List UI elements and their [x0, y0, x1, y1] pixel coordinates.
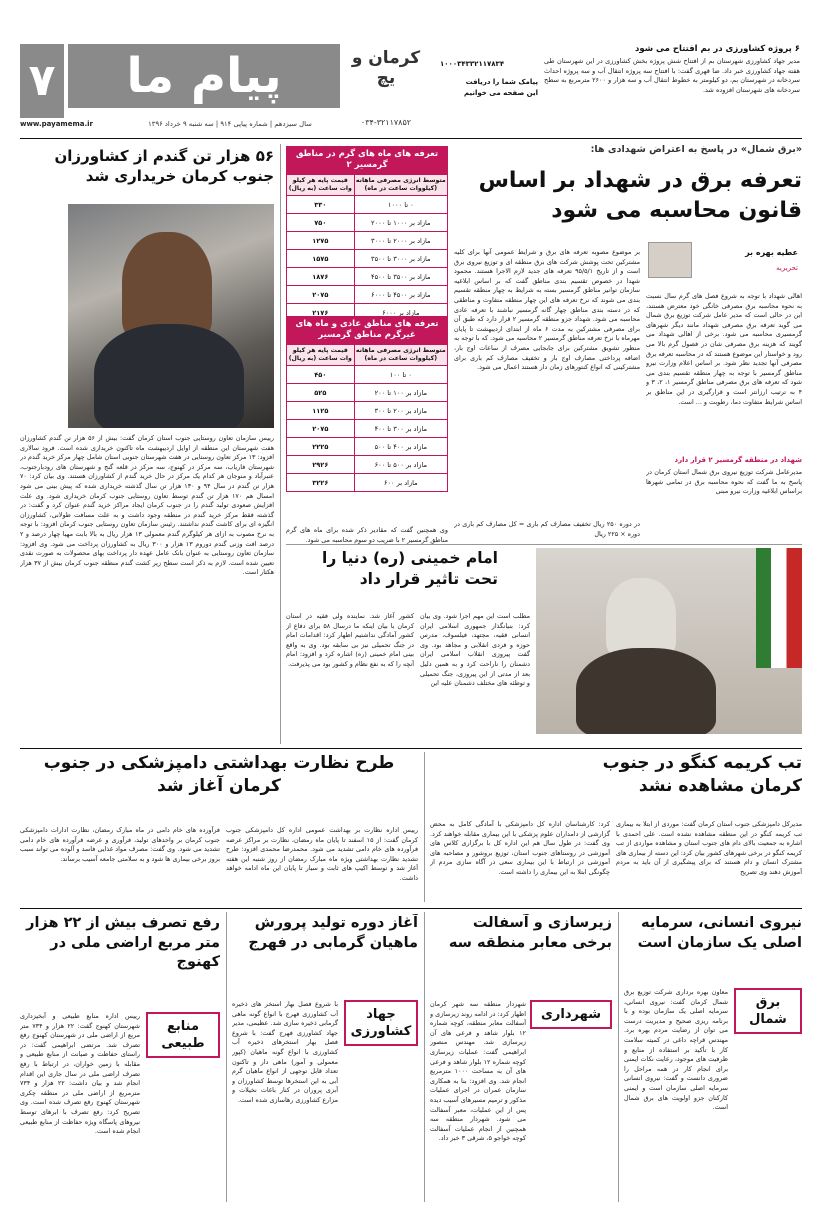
sms-sub: این صفحه می خوانیم: [464, 89, 538, 97]
logo: پیام ما: [68, 44, 340, 108]
header-bar: [20, 44, 430, 134]
table-row: مازاد بر ۳۰۰ تا ۴۰۰ ۲۰۷۵: [287, 420, 448, 438]
fish-tag: جهاد کشاورزی: [344, 1000, 418, 1046]
region-phone: ۰۳۴-۳۲۱۱۷۸۵۲: [360, 118, 412, 127]
table-row: مازاد بر ۴۵۰۰ تا ۶۰۰۰ ۲۰۷۵: [287, 286, 448, 304]
table-row: مازاد بر ۳۰۰۰ تا ۳۵۰۰ ۱۵۷۵: [287, 250, 448, 268]
fish-title: آغاز دوره تولید پرورش ماهیان گرمابی در فهرج: [248, 915, 418, 951]
table-row: مازاد بر ۲۰۰ تا ۳۰۰ ۱۱۲۵: [287, 402, 448, 420]
vet-col2: فرآورده های خام دامی در ماه مبارک رمضان، نظارت ادارات دامپزشکی جنوب کرمان بر واحدهای تولید، فرآوری و عرضه فرآورده های خام دامی تشدید می شود. وی گفت: مصرف مواد غذایی فاسد و آلوده می تواند سبب بروز برخی بیماری ها شود و به سلامتی جامعه آسیب برساند.: [20, 826, 220, 863]
column-divider: [280, 144, 281, 744]
table-row: مازاد بر ۶۰۰ ۳۲۲۶: [287, 474, 448, 492]
vet-col1: رییس اداره نظارت بر بهداشت عمومی اداره کل دامپزشکی جنوب کرمان گفت: از ۱۵ اسفند تا پایان ماه رمضان، نظارت بر مراکز عرضه فرآورده های خام دامی تشدید می شود. محمدرضا محمدی افزود: طرح تشدید نظارت بهداشتی ویژه ماه مبارک رمضان از روز شنبه این هفته آغاز شد و توسط اکیپ های ثابت و سیار تا پایان این ماه ادامه خواهد داشت.: [226, 826, 418, 882]
photo-flag: [756, 548, 802, 668]
column-divider: [424, 912, 425, 1202]
land-text: رییس اداره منابع طبیعی و آبخیزداری شهرستان کهنوج گفت: ۲۲ هزار و ۷۳۴ متر مربع از اراضی ملی در شهرستان کهنوج رفع تصرف شد. مرتضی ابراهیمی گفت: در راستای حفاظت و صیانت از منابع طبیعی و مقابله با زمین خواران، در ارتباط با رفع تصرف اراضی ملی در سال جاری این اقدام انجام شد و بیان داشت: ۲۲ هزار و ۷۳۴ مترمربع از اراضی ملی در منطقه چکری شهرستان کهنوج رفع تصرف شده است. وی تصریح کرد: رفع تصرف با ابرهای توسط نیروهای پاسگاه ویژه حفاظت از منابع طبیعی انجام شده است.: [20, 1012, 140, 1136]
electricity-col1-subhead: شهداد در منطقه گرمسیر ۲ قرار دارد: [674, 456, 802, 464]
region-label: کرمان و یچ: [351, 48, 421, 88]
wheat-title: ۵۶ هزار تن گندم از کشاورزان جنوب کرمان خریداری شد: [54, 147, 274, 186]
tariff-table-2-header-price: قیمت پایه هر کیلو وات ساعت (به ریال): [287, 345, 355, 366]
electricity-col1: اهالی شهداد با توجه به شروع فصل های گرم سال نسبت به نحوه محاسبه برق مصرفی خانگی خود معترض هستند، این در حالی است که مدیر عامل شرکت توزیع برق شمال می گوید تعرفه برق مصرفی شهداد مانند دیگر شهرهای گرمسیری محاسبه می شود. برخی از اهالی شهداد می گویند که هزینه برق مصرفی شان در فصول گرم بالا می رود و خواستار این موضوع هستند که در محاسبه تعرفه برق مصرفی آنها تجدید نظر شود. بر اساس اعلام وزارت نیرو مناطق گرمسیر با توجه به چهار منطقه تقسیم بندی می شود که تعرفه های برق مصرفی مناطق گرمسیر ۱، ۲، ۳ و ۴ به ترتیب ارزانتر است و قرارگیری در این مناطق بر اساس شرایط متفاوت دما، رطوبت و ... است.: [646, 292, 802, 406]
column-divider: [424, 752, 425, 902]
khomeini-col-a: مطلب است این مهم اجرا شود. وی بیان کرد: بنیانگذار جمهوری اسلامی ایران انسانی فقیه، مجتهد، فیلسوف، مدرس حوزه و فردی انقلابی و مجاهد بود. وی گفت پیروزی انقلاب اسلامی ایران دشمنان را ناراحت کرد و به همین دلیل بعد از مدتی از این پیروزی، جنگ تحمیلی و توطئه های مختلف دشمنان علیه این: [420, 612, 530, 688]
paving-tag: شهرداری: [530, 1000, 612, 1029]
column-divider: [226, 912, 227, 1202]
tariff-table-1-header-price: قیمت پایه هر کیلو وات ساعت (به ریال): [287, 175, 355, 196]
tariff-table-2-title: تعرفه های مناطق عادی و ماه های غیرگرم مناطق گرمسیر: [286, 316, 448, 344]
table-row: مازاد بر ۳۵۰۰ تا ۴۵۰۰ ۱۸۷۶: [287, 268, 448, 286]
wheat-text: رییس سازمان تعاون روستایی جنوب استان کرمان گفت: بیش از ۵۶ هزار تن گندم کشاورزان هفت شهرستان این منطقه از اوایل اردیبهشت ماه تاکنون خریداری شده است. فرود سالاری افزود: ۱۳ مرکز تعاون روستایی در هفت شهرستان جنوبی استان شامل چهار مرکز خرید گندم در شهرستان فاریاب، سه مرکز در کهنوج، سه مرکز در قلعه گنج و شهرستان های رودبارجنوب، عنبرآباد و منوجان هر کدام یک مرکز در حال خرید گندم از کشاورزان هستند. وی بیان کرد: ۷۰ هزار تن گندم در سال ۹۴ و ۱۳۰ هزار تن سال گذشته خریداری شده که پیش بینی می شود امسال هم ۱۷۰ هزار تن گندم توسط تعاون روستایی جنوب کرمان خریداری شود. وی علت افزایش صعودی تولید گندم را در جنوب کرمان ایجاد مراکز خرید گندم عنوان کرد و گفت: در گذشته فقط مرکز خرید گندم در منطقه وجود داشت و به علت مسافت طولانی، کشاورزان انگیزه ای برای کاشت گندم نداشتند. رئیس سازمان تعاون روستایی جنوب کرمان افزود: با توجه به نرخ مصوب به ازای هر کیلوگرم گندم معمولی ۱۳ هزار ریال به بالا بابت مهیا چهار درصد و ۲ درصد افت وزنی گندم دوروم ۱۳ هزار و ۳۰۰ ریال به کشاورزان پرداخت می شود. وی افزود: سازمان تعاون روستایی به عنوان بانک عامل عهده دار پرداخت بهای محصولات به صورت نقدی تعیین شده است. لازم به ذکر است سطح زیر کشت گندم منطقه جنوب کرمان بیش از ۳۷ هزار هکتار است.: [20, 434, 274, 577]
electricity-col1b: مدیرعامل شرکت توزیع نیروی برق شمال استان کرمان در پاسخ به ما گفت که نحوه محاسبه برق در تمامی شهرها براساس ابلاغیه وزارت نیرو مبنی: [646, 468, 802, 496]
wheat-photo: [68, 204, 274, 428]
tariff-table-2-grid: [286, 344, 448, 492]
paving-title: زیرسازی و آسفالت برخی معابر منطقه سه: [448, 915, 612, 951]
sms-number: ۱۰۰۰۳۴۳۳۲۱۱۷۸۳۴: [440, 60, 505, 68]
page-number: ۷: [20, 44, 64, 118]
tariff-table-1: [286, 146, 448, 322]
congo-col1: مدیرکل دامپزشکی جنوب استان کرمان گفت: موردی از ابتلا به بیماری تب کریمه کنگو در این منطقه مشاهده نشده است. علی احمدی با اشاره به جمعیت بالای دام های جنوب استان و مشاهده مواردی از تب کریمه کنگو در برخی شهرهای کشور بیان کرد: این دسته از بیماری های مشترک انسان و دام هستند که برای پیشگیری از آن باید به مردم آموزش دهند وی تصریح: [616, 820, 802, 876]
khomeini-photo: [536, 548, 802, 734]
sms-label: پیامک شما را دریافت: [465, 78, 538, 86]
land-title: رفع تصرف بیش از ۲۲ هزار متر مربع اراضی ملی در کهنوج: [26, 915, 220, 971]
tariff-table-1-grid: [286, 174, 448, 322]
tariff-table-2: [286, 316, 448, 492]
sms-box: [440, 78, 538, 118]
paving-text: شهردار منطقه سه شهر کرمان اظهار کرد: در ادامه روند زیرسازی و آسفالت معابر منطقه، کوچه شماره ۱۲ بلوار شاهد و فرعی های آن زیرسازی شد. مهندس منصور ابراهیمی گفت: عملیات زیرسازی کوچه شماره ۱۲ بلوار شاهد و فرعی های آن به مساحت ۱۰۰۰ مترمربع انجام شد. وی افزود: بنا به همکاری سازمان عمران در اجرای عملیات مذکور و ترمیم مسیرهای آسیب دیده پس از این عملیات، معبر آسفالت می شود. شهردار منطقه سه همچنین از انجام عملیات آسفالت کوچه خواجو ۵، شرقی ۳ خبر داد.: [430, 1000, 526, 1143]
author-avatar: [648, 242, 692, 278]
author-name: عطیه بهره بر: [745, 248, 798, 257]
fish-text: با شروع فصل بهار استخر های ذخیره آب کشاورزی فهرج با انواع گونه ماهی گرمابی ذخیره سازی شد. عظیمی، مدیر جهاد کشاورزی فهرج گفت: با شروع فصل بهار استخرهای ذخیره آب کشاورزی با انواع گونه ماهیان (کپور معمولی و آمور) ماهی دار و تاکنون تعداد قابل توجهی از انواع ماهیان گرم آبی به این استخرها توسط کشاورزان و آبزی پروران در کنار باغات نخیلات و مزارع کشاورزی رهاسازی شده است.: [232, 1000, 338, 1104]
brief-title: ۶ پروژه کشاورزی در بم افتتاح می شود: [635, 44, 800, 54]
edition-line: سال سیزدهم | شماره پیاپی ۹۱۴ | سه شنبه ۹ خرداد ۱۳۹۶: [148, 120, 312, 128]
tariff-table-2-header-usage: متوسط انرژی مصرفی ماهانه (کیلووات ساعت در ماه): [354, 345, 447, 366]
table-row: مازاد بر ۶۰۰۰ ۲۱۷۶: [287, 304, 448, 322]
labor-title: نیروی انسانی، سرمایه اصلی یک سازمان است: [637, 915, 802, 951]
table-row: مازاد بر ۵۰۰ تا ۶۰۰ ۲۹۲۶: [287, 456, 448, 474]
brief-box: [544, 44, 800, 134]
vet-title: طرح نظارت بهداشتی دامپزشکی در جنوب کرمان آغاز شد: [43, 753, 395, 796]
tariff-table-1-title: تعرفه های ماه های گرم در مناطق گرمسیر ۲: [286, 146, 448, 174]
table-row: مازاد بر ۱۰۰۰ تا ۲۰۰۰ ۷۵۰: [287, 214, 448, 232]
tariff-table-1-header-usage: متوسط انرژی مصرفی ماهانه (کیلووات ساعت در ماه): [354, 175, 447, 196]
land-tag: منابع طبیعی: [146, 1012, 220, 1058]
electricity-title: تعرفه برق در شهداد بر اساس قانون محاسبه می شود: [478, 168, 802, 223]
table-row: مازاد بر ۱۰۰ تا ۲۰۰ ۵۲۵: [287, 384, 448, 402]
congo-title: تب کریمه کنگو در جنوب کرمان مشاهده نشد: [602, 753, 802, 796]
section-rule: [20, 748, 802, 749]
photo-figure: [606, 578, 676, 658]
column-divider: [618, 912, 619, 1202]
labor-text: معاون بهره برداری شرکت توزیع برق شمال کرمان گفت: نیروی انسانی، سرمایه اصلی یک سازمان بوده و با برنامه ریزی صحیح و مدیریت درست می توان از رضایت مردم بهره برد. مهندس قراچه داغی در کمیته سلامت کار با تأکید بر استفاده از منابع و ظرفیت های موجود، رعایت نکات ایمنی برای انجام کار در همه مراحل را ضروری دانست و گفت: نیروی انسانی سرمایه اصلی سازمان است و ایمنی کارکنان جزو اولویت های برق شمال است.: [624, 988, 728, 1112]
author-role: تحریریه: [776, 264, 798, 272]
electricity-col2: بر موضوع مصوبه تعرفه های برق و شرایط عمومی آنها برای کلیه مشترکین تحت پوشش شرکت های برق منطقه ای و توزیع نیروی برق است و از تاریخ ۹۵/۵/۱ تعرفه های جدید لازم الاجرا هستند. محمود شهدا در خصوص تقسیم بندی مناطق گفت که بر اساس ابلاغیه سازمان توانیر مناطق گرمسیر بسته به شرایط به چهار منطقه تقسیم بندی می شوند که نرخ تعرفه های این چهار منطقه متفاوت و مناطقی که در دسته بندی مناطق چهار گانه گرمسیر نباشند با تعرفه عادی محاسبه می شود. شهداد جزو منطقه گرمسیر ۲ قرار دارد که طبق آن برای مصرفی مشترکین به مدت ۶ ماه از ابتدای اردیبهشت تا پایان مهرماه با نرخ تعرفه مناطق گرمسیر ۲ محاسبه می شود. که با توجه به منظور تشویق مشترکین برای جابجایی مصرف از ساعات اوج بار، اضافه پرداختی مصارف اوج بار و تخفیف مصارف کم باری برای مشترکینی که انواع کنتورهای زمان دار هستند اعمال می شود.: [454, 248, 640, 372]
khomeini-title: امام خمینی (ره) دنیا را تحت تاثیر قرار داد: [322, 549, 498, 588]
table-row: مازاد بر ۴۰۰ تا ۵۰۰ ۲۲۲۵: [287, 438, 448, 456]
photo-figure-body: [94, 324, 244, 428]
section-rule: [20, 908, 802, 909]
section-rule: [286, 544, 802, 545]
website[interactable]: www.payamema.ir: [20, 120, 93, 128]
brief-text: مدیر جهاد کشاورزی شهرستان بم از افتتاح شش پروژه بخش کشاورزی در این شهرستان طی هفته جهاد کشاورزی خبر داد. ضا قهری گفت: با افتتاح سه پروژه انتقال آب و سه پروژه احداث سردخانه در شهرستان بم، دو کیلومتر به خطوط انتقال آب و سه هزار و ۲۶۰۰ مترمربع به سطح سردخانه های شهرستان افزوده شد.: [544, 57, 800, 94]
labor-tag: برق شمال: [734, 988, 802, 1034]
author-box: [648, 242, 802, 280]
table-row: ۰ تا ۱۰۰۰ ۳۳۰: [287, 196, 448, 214]
khomeini-col-b: کشور آغاز شد. نماینده ولی فقیه در استان کرمان با بیان اینکه ما درسال ۵۸ برای دفاع از کشور آمادگی نداشتیم اظهار کرد: اقدامات امام در جنگ تحمیلی نیز بی سابقه بود. وی به واقع بینی امام خمینی (ره) اشاره کرد و افزود: امام آنچه را که به نفع نظام و کشور بود می پذیرفت.: [286, 612, 414, 668]
congo-col2: کرد: کارشناسان اداره کل دامپزشکی با آمادگی کامل به محض گزارشی از دامداران علوم پزشکی با این بیماری مقابله خواهند کرد. وی گفت: در طول سال هم این اداره کل با برگزاری کلاس های آموزشی در روستاهای جنوب استان، توزیع بروشور و مصاحبه های آموزشی در ارتباط با این بیماری سعی در آگاه سازی مردم از چگونگی ابتلا به این بیماری را داشته است.: [430, 820, 610, 876]
table-row: ۰ تا ۱۰۰ ۴۵۰: [287, 366, 448, 384]
tariff-note: وی همچنین گفت که مقادیر ذکر شده برای ماه های گرم مناطق گرمسیر ۲ با ضریب دو سوم محاسبه می شود.: [286, 526, 448, 544]
header-rule: [20, 138, 802, 139]
electricity-col2b: در دوره ۲۵۰ ریال تخفیف مصارف کم باری = کل مصارف کم باری در دوره × ۲۲۵ ریال: [454, 520, 640, 538]
photo-figure-body: [576, 648, 716, 734]
table-row: مازاد بر ۲۰۰۰ تا ۳۰۰۰ ۱۲۷۵: [287, 232, 448, 250]
electricity-kicker: «برق شمال» در پاسخ به اعتراض شهدادی ها:: [590, 144, 802, 155]
